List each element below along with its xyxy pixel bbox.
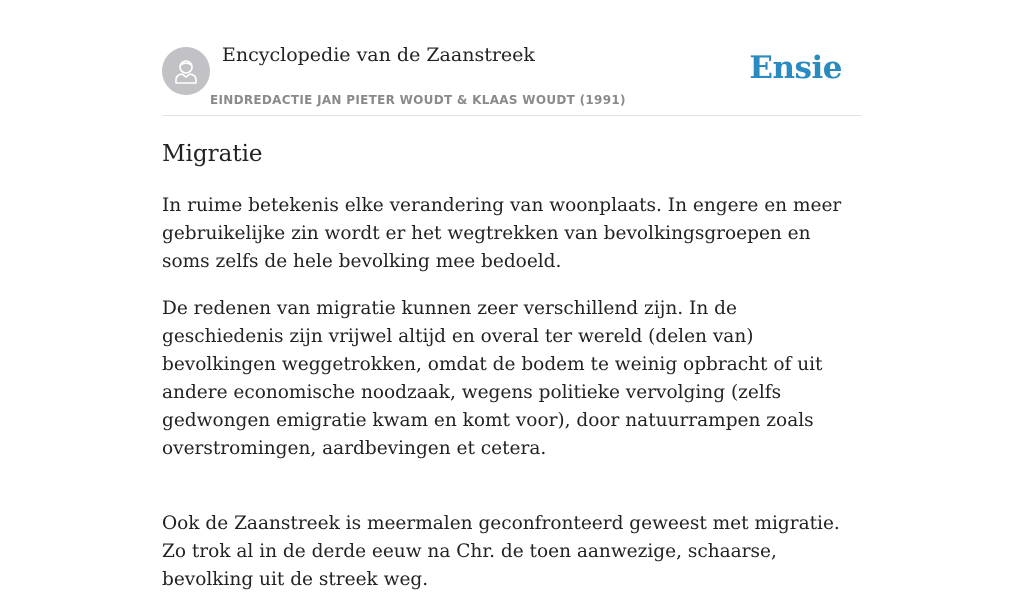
paragraph-spacer [162, 463, 862, 491]
article-paragraph: De redenen van migratie kunnen zeer verschillend zijn. In de geschiedenis zijn vrijwel altijd en overal ter wereld (delen van) bevolkingen weggetrokken, omdat de bodem te weinig opbracht of uit andere economische noodzaak, wegens politieke vervolging (zelfs gedwongen emigratie kwam en komt voor), door natuurrampen zoals overstromingen, aardbevingen et cetera. [162, 298, 823, 459]
article-title: Migratie [162, 141, 263, 167]
article-paragraph: In ruime betekenis elke verandering van woonplaats. In engere en meer gebruikelijke zin wordt er het wegtrekken van bevolkingsgroepen en soms zelfs de hele bevolking mee bedoeld. [162, 195, 842, 272]
user-silhouette-icon [171, 56, 201, 86]
publication-title[interactable]: Encyclopedie van de Zaanstreek [222, 44, 535, 66]
ensie-logo[interactable]: Ensie [749, 50, 842, 86]
publication-avatar[interactable] [162, 47, 210, 95]
article-paragraph: Ook de Zaanstreek is meermalen geconfronteerd geweest met migratie. Zo trok al in de derde eeuw na Chr. de toen aanwezige, schaarse, bevolking uit de streek weg. [162, 513, 840, 590]
article [162, 138, 862, 594]
header [162, 0, 862, 116]
publication-editors: EINDREDACTIE JAN PIETER WOUDT & KLAAS WOUDT (1991) [210, 93, 626, 107]
